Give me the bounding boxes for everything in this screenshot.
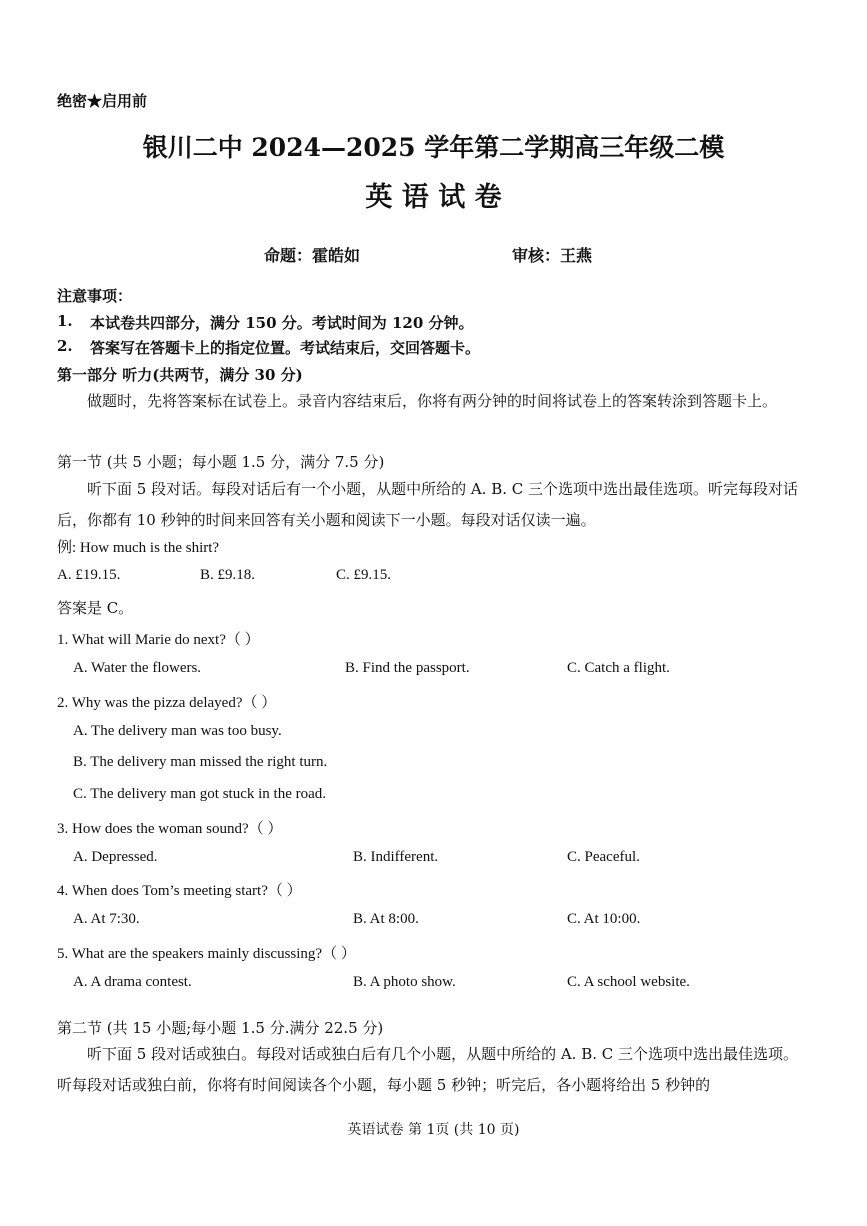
- secret-mark: 绝密★启用前: [57, 92, 148, 110]
- part1-heading: 第一部分 听力(共两节，满分 30 分): [57, 366, 303, 384]
- section1-heading: 第一节 (共 5 小题；每小题 1.5 分，满分 7.5 分): [57, 453, 385, 471]
- notice-item-1: 本试卷共四部分，满分 150 分。考试时间为 120 分钟。: [90, 314, 474, 332]
- exam-subtitle: 英 语 试 卷: [365, 182, 502, 213]
- notice-item-2: 答案写在答题卡上的指定位置。考试结束后，交回答题卡。: [90, 339, 481, 357]
- q2-option-c: C. The delivery man got stuck in the road.: [73, 786, 327, 802]
- section1-instruction: 听下面 5 段对话。每段对话后有一个小题，从题中所给的 A. B. C 三个选项中选出最佳选项。听完每段对话后，你都有 10 秒钟的时间来回答有关小题和阅读下一小题。每段对话仅读一遍。: [57, 480, 799, 529]
- q2-option-b: B. The delivery man missed the right turn.: [73, 754, 328, 770]
- reviewer-credit: 审核：王燕: [512, 246, 593, 265]
- q3-option-c: C. Peaceful.: [567, 849, 640, 865]
- author-credit: 命题：霍皓如: [264, 246, 361, 265]
- q4-option-c: C. At 10:00.: [567, 911, 641, 927]
- question-1: 1. What will Marie do next?（ ）: [57, 632, 260, 648]
- example-answer: 答案是 C。: [57, 599, 134, 617]
- q4-option-b: B. At 8:00.: [353, 911, 419, 927]
- q5-option-c: C. A school website.: [567, 974, 690, 990]
- q4-option-a: A. At 7:30.: [73, 911, 140, 927]
- question-5: 5. What are the speakers mainly discussing?（ ）: [57, 946, 356, 962]
- example-option-c: C. £9.15.: [336, 567, 392, 583]
- exam-title: 银川二中 2024—2025 学年第二学期高三年级二模: [142, 133, 725, 162]
- q3-option-a: A. Depressed.: [73, 849, 158, 865]
- q2-option-a: A. The delivery man was too busy.: [73, 723, 282, 739]
- section2-instruction: 听下面 5 段对话或独白。每段对话或独白后有几个小题，从题中所给的 A. B. C 三个选项中选出最佳选项。听每段对话或独白前，你将有时间阅读各个小题，每小题 5 秒钟；听完后，各小题将给出 5 秒钟的: [57, 1045, 799, 1094]
- part1-instruction: 做题时，先将答案标在试卷上。录音内容结束后，你将有两分钟的时间将试卷上的答案转涂到答题卡上。: [87, 392, 778, 410]
- question-4: 4. When does Tom’s meeting start?（ ）: [57, 883, 302, 899]
- q1-option-b: B. Find the passport.: [345, 660, 470, 676]
- q1-option-c: C. Catch a flight.: [567, 660, 670, 676]
- example-option-a: A. £19.15.: [57, 567, 121, 583]
- example-question: 例: How much is the shirt?: [57, 540, 220, 556]
- example-option-b: B. £9.18.: [200, 567, 256, 583]
- question-3: 3. How does the woman sound?（ ）: [57, 821, 283, 837]
- q5-option-b: B. A photo show.: [353, 974, 456, 990]
- notice-item-2-num: 2.: [57, 337, 73, 355]
- page-footer: 英语试卷 第 1页 (共 10 页): [347, 1122, 520, 1138]
- q5-option-a: A. A drama contest.: [73, 974, 192, 990]
- question-2: 2. Why was the pizza delayed?（ ）: [57, 695, 277, 711]
- section2-heading: 第二节 (共 15 小题;每小题 1.5 分.满分 22.5 分): [57, 1019, 384, 1037]
- q1-option-a: A. Water the flowers.: [73, 660, 202, 676]
- notice-item-1-num: 1.: [57, 312, 73, 330]
- notice-heading: 注意事项：: [57, 287, 133, 305]
- q3-option-b: B. Indifferent.: [353, 849, 439, 865]
